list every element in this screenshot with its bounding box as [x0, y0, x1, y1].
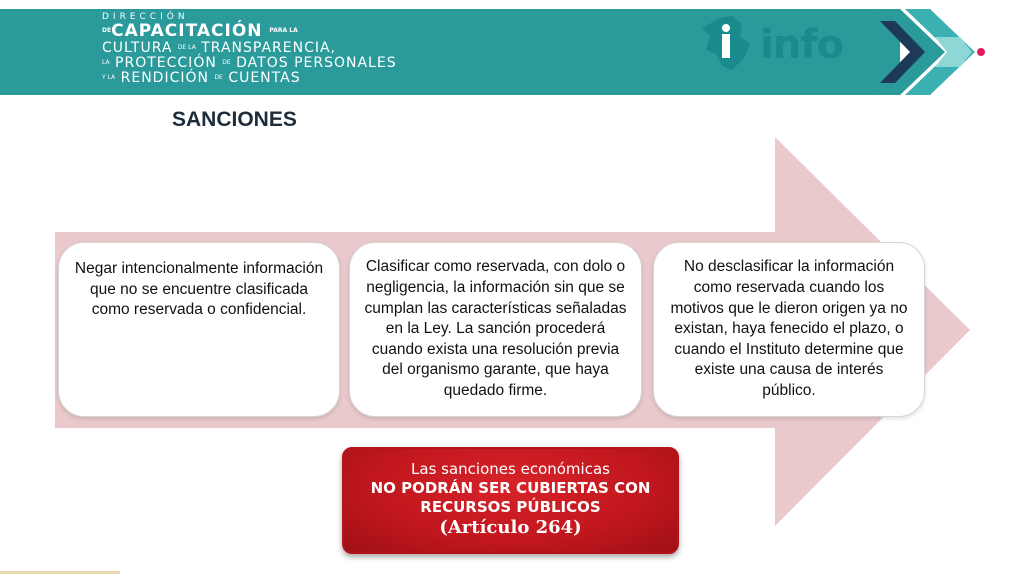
org-line2: CAPACITACIÓN [111, 21, 263, 41]
notice-line4: (Artículo 264) [439, 517, 582, 539]
org-line3: CULTURA [102, 40, 173, 56]
org-line1: DIRECCIÓN [102, 12, 189, 22]
footer-strip [0, 571, 120, 574]
notice-line2: NO PODRÁN SER CUBIERTAS CON [370, 478, 651, 497]
sanction-box-3 [653, 242, 925, 417]
org-line4: PROTECCIÓN [115, 55, 217, 71]
economic-sanctions-notice [342, 447, 679, 554]
sanction-text-3: No desclasificar la información como reservada cuando los motivos que le dieron origen ya no existan, haya fenecido el plazo, o cuando el Instituto determine que existe una causa de interés público. [670, 258, 908, 400]
sanction-text-2: Clasificar como reservada, con dolo o negligencia, la información sin que se cumplan las características señaladas en la Ley. La sanción procederá cuando exista una resolución previa del organismo garante, que haya quedado firme. [364, 258, 627, 400]
page-title: SANCIONES [172, 108, 297, 131]
org-line5: RENDICIÓN [120, 70, 209, 86]
sanction-text-1: Negar intencionalmente información que no se encuentre clasificada como reservada o confidencial. [74, 260, 324, 319]
notice-line1: Las sanciones económicas [411, 460, 610, 478]
logo-text: info [760, 22, 844, 68]
org-name: DIRECCIÓN DECAPACITACIÓN PARA LA CULTURA DE LA TRANSPARENCIA, LA PROTECCIÓN DE DATOS PERSONALES Y LA RENDICIÓN DE CUENTAS [102, 12, 397, 86]
notice-line3: RECURSOS PÚBLICOS [420, 497, 601, 516]
sanction-box-1 [58, 242, 340, 417]
sanction-box-2 [349, 242, 642, 417]
